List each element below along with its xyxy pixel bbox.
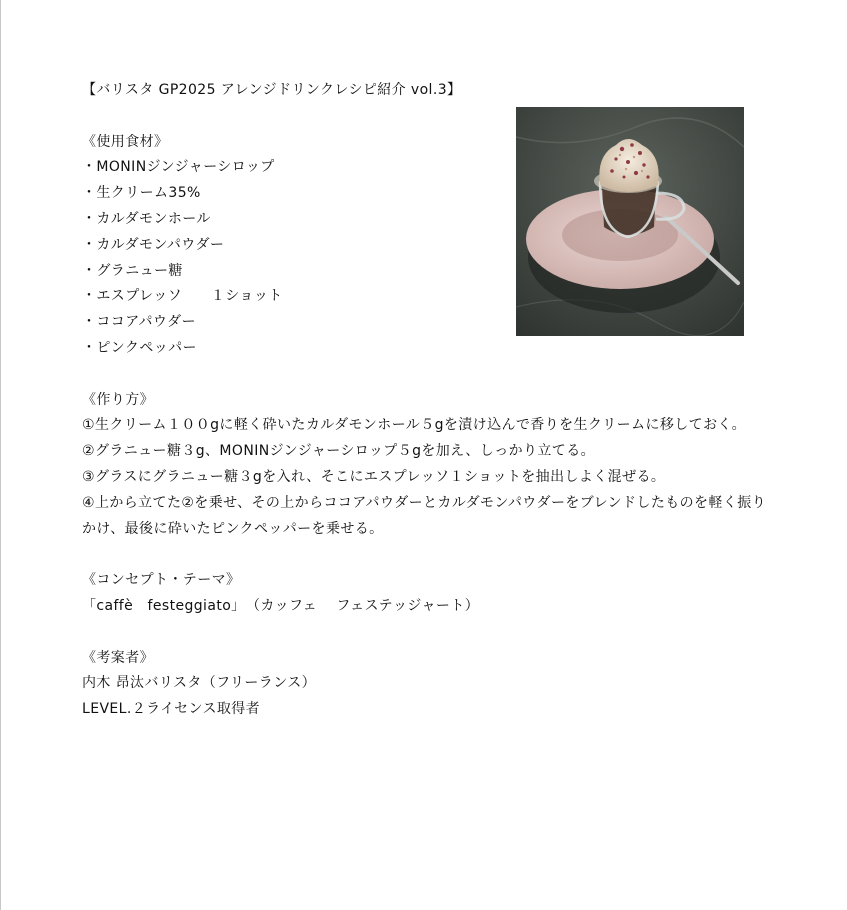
method-step: ①生クリーム１００gに軽く砕いたカルダモンホール５gを漬け込んで香りを生クリームに移しておく。 (82, 417, 747, 434)
creator-heading: 《考案者》 (82, 649, 154, 666)
ingredient-item: ・カルダモンパウダー (82, 236, 225, 253)
concept-text: 「caffè festeggiato」 （カッフェ フェステッジャート） (82, 597, 480, 614)
method-step: ③グラスにグラニュー糖３gを入れ、そこにエスプレッソ１ショットを抽出しよく混ぜる。 (82, 468, 666, 485)
method-step: ②グラニュー糖３g、MONINジンジャーシロップ５gを加え、しっかり立てる。 (82, 443, 595, 460)
ingredient-item: ・グラニュー糖 (82, 262, 183, 279)
ingredient-item: ・MONINジンジャーシロップ (82, 159, 275, 176)
recipe-document (82, 78, 782, 723)
ingredient-item: ・ピンクペッパー (82, 339, 197, 356)
ingredient-item: ・ココアパウダー (82, 314, 196, 331)
ingredients-heading: 《使用食材》 (82, 133, 169, 150)
ingredient-item: ・エスプレッソ １ショット (82, 288, 283, 305)
creator-name: 内木 昂汰バリスタ（フリーランス） (82, 675, 316, 692)
ingredient-item: ・生クリーム35% (82, 185, 201, 202)
ingredient-item: ・カルダモンホール (82, 210, 211, 227)
method-step: ④上から立てた②を乗せ、その上からココアパウダーとカルダモンパウダーをブレンドしたものを軽く振りかけ、最後に砕いたピンクペッパーを乗せる。 (82, 494, 767, 537)
creator-license: LEVEL.２ライセンス取得者 (82, 701, 261, 718)
document-title: 【バリスタ GP2025 アレンジドリンクレシピ紹介 vol.3】 (82, 82, 462, 98)
page-edge (0, 0, 1, 910)
method-heading: 《作り方》 (82, 391, 154, 408)
concept-heading: 《コンセプト・テーマ》 (82, 572, 241, 589)
